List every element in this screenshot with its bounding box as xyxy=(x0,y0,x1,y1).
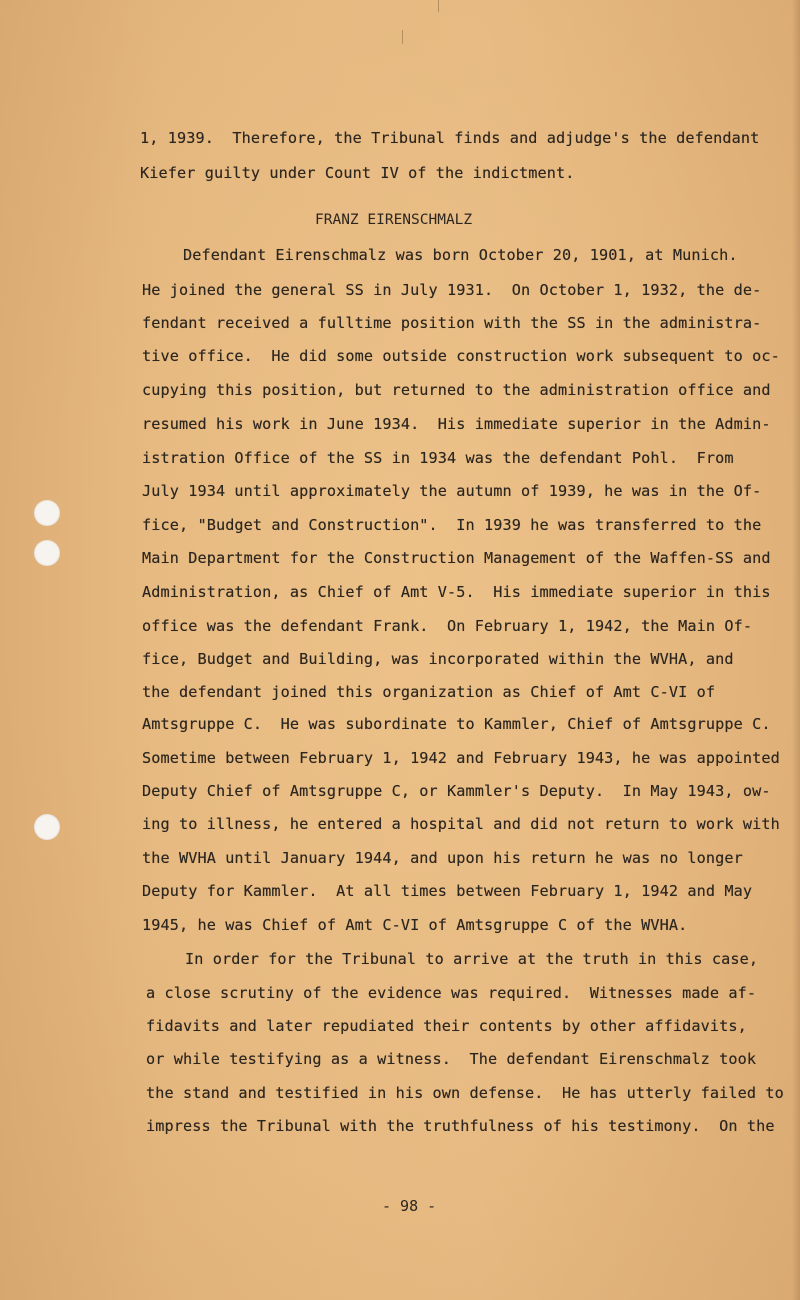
body-text-line: 1945, he was Chief of Amt C-VI of Amtsgruppe C of the WVHA. xyxy=(142,916,688,934)
punch-hole xyxy=(34,500,60,526)
body-text-line: 1, 1939. Therefore, the Tribunal finds and adjudge's the defendant xyxy=(140,129,760,147)
body-text-line: fendant received a fulltime position with the SS in the administra- xyxy=(142,314,762,332)
body-text-line: Amtsgruppe C. He was subordinate to Kammler, Chief of Amtsgruppe C. xyxy=(142,715,771,733)
body-text-line: the WVHA until January 1944, and upon his return he was no longer xyxy=(142,849,743,867)
body-text-line: office was the defendant Frank. On February 1, 1942, the Main Of- xyxy=(142,617,753,635)
body-text-line: Defendant Eirenschmalz was born October 20, 1901, at Munich. xyxy=(183,246,738,264)
body-text-line: resumed his work in June 1934. His immediate superior in the Admin- xyxy=(142,415,771,433)
body-text-line: the stand and testified in his own defense. He has utterly failed to xyxy=(146,1084,784,1102)
body-text-line: fidavits and later repudiated their contents by other affidavits, xyxy=(146,1017,747,1035)
body-text-line: Deputy for Kammler. At all times between February 1, 1942 and May xyxy=(142,882,753,900)
body-text-line: cupying this position, but returned to the administration office and xyxy=(142,381,771,399)
body-text-line: Deputy Chief of Amtsgruppe C, or Kammler's Deputy. In May 1943, ow- xyxy=(142,782,771,800)
body-text-line: He joined the general SS in July 1931. On October 1, 1932, the de- xyxy=(142,281,762,299)
body-text-line: Main Department for the Construction Management of the Waffen-SS and xyxy=(142,549,771,567)
body-text-line: ing to illness, he entered a hospital and did not return to work with xyxy=(142,815,780,833)
paper-crease-mark xyxy=(438,0,439,12)
body-text-line: Kiefer guilty under Count IV of the indictment. xyxy=(140,164,575,182)
body-text-line: In order for the Tribunal to arrive at the truth in this case, xyxy=(185,950,759,968)
body-text-line: fice, Budget and Building, was incorporated within the WVHA, and xyxy=(142,650,734,668)
page-number: - 98 - xyxy=(382,1197,437,1215)
body-text-line: a close scrutiny of the evidence was required. Witnesses made af- xyxy=(146,984,757,1002)
body-text-line: July 1934 until approximately the autumn of 1939, he was in the Of- xyxy=(142,482,762,500)
body-text-line: fice, "Budget and Construction". In 1939 he was transferred to the xyxy=(142,516,762,534)
body-text-line: the defendant joined this organization as Chief of Amt C-VI of xyxy=(142,683,716,701)
body-text-line: or while testifying as a witness. The defendant Eirenschmalz took xyxy=(146,1050,757,1068)
paper-crease-mark xyxy=(402,30,403,44)
page-edge-shadow xyxy=(792,0,800,1300)
body-text-line: impress the Tribunal with the truthfulness of his testimony. On the xyxy=(146,1117,775,1135)
body-text-line: istration Office of the SS in 1934 was the defendant Pohl. From xyxy=(142,449,734,467)
punch-hole xyxy=(34,540,60,566)
body-text-line: Administration, as Chief of Amt V-5. His immediate superior in this xyxy=(142,583,771,601)
punch-hole xyxy=(34,814,60,840)
body-text-line: Sometime between February 1, 1942 and February 1943, he was appointed xyxy=(142,749,780,767)
section-heading: FRANZ EIRENSCHMALZ xyxy=(315,212,473,228)
body-text-line: tive office. He did some outside construction work subsequent to oc- xyxy=(142,347,780,365)
